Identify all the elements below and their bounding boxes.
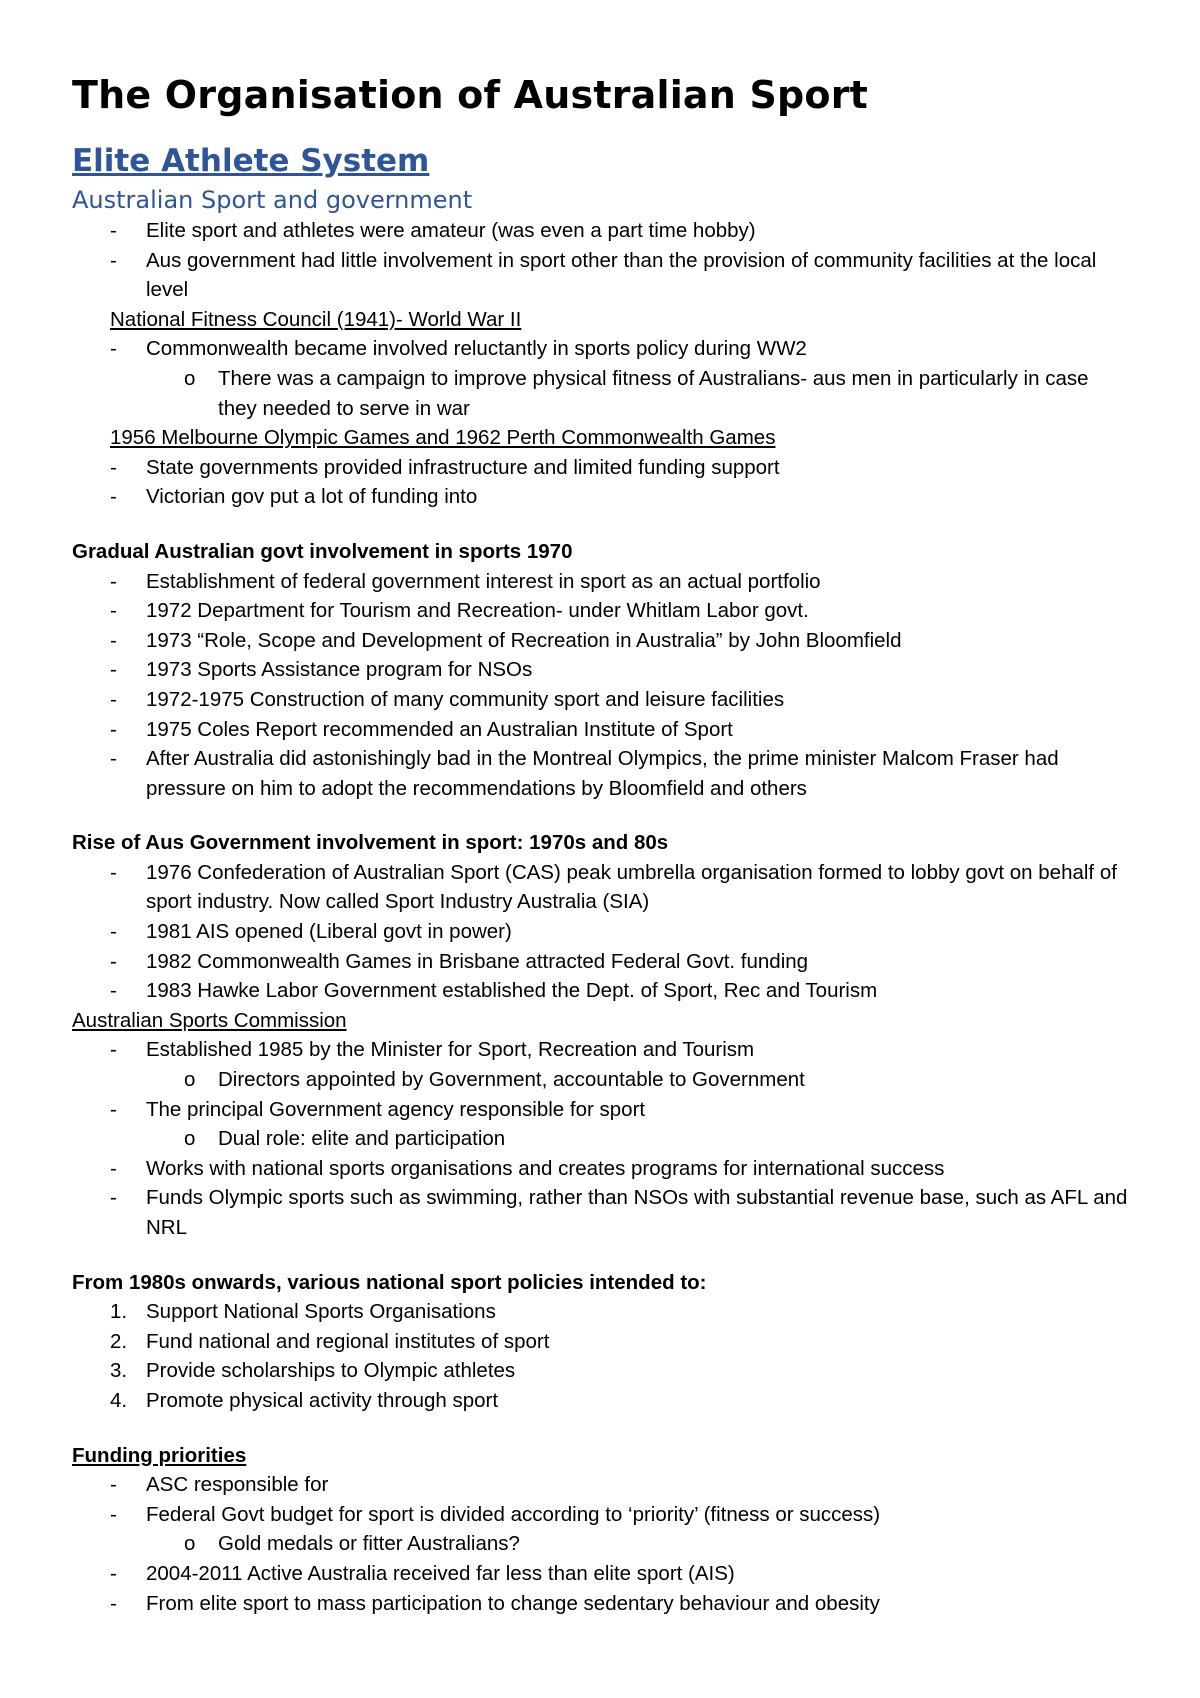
sub-list-item: o There was a campaign to improve physical fitness of Australians- aus men in particularly in case they needed to serve in war [72,364,1132,423]
spacer [72,803,1132,828]
list-national-fitness-council [72,334,1132,423]
spacer [72,512,1132,537]
list-item: - Established 1985 by the Minister for Sport, Recreation and Tourism [72,1035,1132,1065]
circle-bullet: o [184,1532,196,1556]
numbered-item: 2. Fund national and regional institutes of sport [72,1327,1132,1357]
section-heading-gradual-involvement: Gradual Australian govt involvement in sports 1970 [72,539,573,563]
dash-bullet: - [110,979,117,1003]
list-item: - Victorian gov put a lot of funding into [72,482,1132,512]
list-item: - Establishment of federal government interest in sport as an actual portfolio [72,567,1132,597]
list-item: - 2004-2011 Active Australia received far less than elite sport (AIS) [72,1559,1132,1589]
list-item: - Elite sport and athletes were amateur (was even a part time hobby) [72,216,1132,246]
item-number: 3. [110,1359,128,1383]
dash-bullet: - [110,1156,117,1180]
list-item: - State governments provided infrastructure and limited funding support [72,453,1132,483]
list-games [72,453,1132,512]
list-item: - 1981 AIS opened (Liberal govt in power) [72,917,1132,947]
dash-bullet: - [110,1561,117,1585]
subheading-australian-sports-commission: Australian Sports Commission [72,1008,347,1032]
section-heading-national-sport-policies: From 1980s onwards, various national sport policies intended to: [72,1270,707,1294]
list-rise-of-involvement [72,858,1132,1006]
dash-bullet: - [110,485,117,509]
subheading-olympic-commonwealth-games: 1956 Melbourne Olympic Games and 1962 Perth Commonwealth Games [110,426,776,450]
sub-list-item: o Gold medals or fitter Australians? [72,1529,1132,1559]
list-item: - Works with national sports organisations and creates programs for international success [72,1154,1132,1184]
numbered-item: 3. Provide scholarships to Olympic athletes [72,1356,1132,1386]
list-item: - 1973 Sports Assistance program for NSOs [72,655,1132,685]
heading-australian-sport-government: Australian Sport and government [72,186,473,214]
dash-bullet: - [110,337,117,361]
document-body [72,216,1132,1618]
list-item: - ASC responsible for [72,1470,1132,1500]
list-item: - 1972 Department for Tourism and Recreation- under Whitlam Labor govt. [72,596,1132,626]
dash-bullet: - [110,747,117,771]
numbered-item: 1. Support National Sports Organisations [72,1297,1132,1327]
list-gradual-involvement [72,567,1132,804]
page-title: The Organisation of Australian Sport [72,73,869,117]
list-item: - 1976 Confederation of Australian Sport (CAS) peak umbrella organisation formed to lobby govt on behalf of sport industry. Now called Sport Industry Australia (SIA) [72,858,1132,917]
dash-bullet: - [110,455,117,479]
heading-elite-athlete-system: Elite Athlete System [72,143,430,179]
item-number: 2. [110,1329,128,1353]
circle-bullet: o [184,1068,196,1092]
item-number: 4. [110,1388,128,1412]
item-number: 1. [110,1300,128,1324]
dash-bullet: - [110,687,117,711]
list-item: - Funds Olympic sports such as swimming, rather than NSOs with substantial revenue base, such as AFL and NRL [72,1183,1132,1242]
list-item: - 1982 Commonwealth Games in Brisbane attracted Federal Govt. funding [72,947,1132,977]
dash-bullet: - [110,1186,117,1210]
dash-bullet: - [110,1038,117,1062]
dash-bullet: - [110,219,117,242]
list-funding-priorities [72,1470,1132,1618]
list-item: - Commonwealth became involved reluctantly in sports policy during WW2 [72,334,1132,364]
spacer [72,1416,1132,1441]
dash-bullet: - [110,949,117,973]
list-item: - From elite sport to mass participation to change sedentary behaviour and obesity [72,1589,1132,1619]
circle-bullet: o [184,1127,196,1151]
dash-bullet: - [110,599,117,623]
list-item: - Federal Govt budget for sport is divided according to ‘priority’ (fitness or success) [72,1500,1132,1530]
list-item: - The principal Government agency responsible for sport [72,1095,1132,1125]
list-australian-sports-commission [72,1035,1132,1242]
list-item: - 1983 Hawke Labor Government established the Dept. of Sport, Rec and Tourism [72,976,1132,1006]
list-item: - 1973 “Role, Scope and Development of Recreation in Australia” by John Bloomfield [72,626,1132,656]
list-item: - Aus government had little involvement in sport other than the provision of community facilities at the local level [72,246,1132,305]
dash-bullet: - [110,628,117,652]
list-sport-government [72,216,1132,305]
dash-bullet: - [110,920,117,944]
section-heading-funding-priorities: Funding priorities [72,1443,247,1467]
numbered-list-policies [72,1297,1132,1415]
dash-bullet: - [110,717,117,741]
sub-list-item: o Directors appointed by Government, accountable to Government [72,1065,1132,1095]
dash-bullet: - [110,860,117,884]
dash-bullet: - [110,1097,117,1121]
dash-bullet: - [110,569,117,593]
dash-bullet: - [110,1591,117,1615]
section-heading-rise-of-involvement: Rise of Aus Government involvement in sport: 1970s and 80s [72,831,669,855]
list-item: - 1972-1975 Construction of many community sport and leisure facilities [72,685,1132,715]
spacer [72,1243,1132,1268]
list-item: - 1975 Coles Report recommended an Australian Institute of Sport [72,715,1132,745]
circle-bullet: o [184,366,196,390]
sub-list-item: o Dual role: elite and participation [72,1124,1132,1154]
dash-bullet: - [110,248,117,272]
dash-bullet: - [110,658,117,682]
list-item: - After Australia did astonishingly bad in the Montreal Olympics, the prime minister Malcom Fraser had pressure on him to adopt the recommendations by Bloomfield and others [72,744,1132,803]
numbered-item: 4. Promote physical activity through sport [72,1386,1132,1416]
dash-bullet: - [110,1502,117,1526]
subheading-national-fitness-council: National Fitness Council (1941)- World War II [110,307,522,331]
dash-bullet: - [110,1473,117,1497]
